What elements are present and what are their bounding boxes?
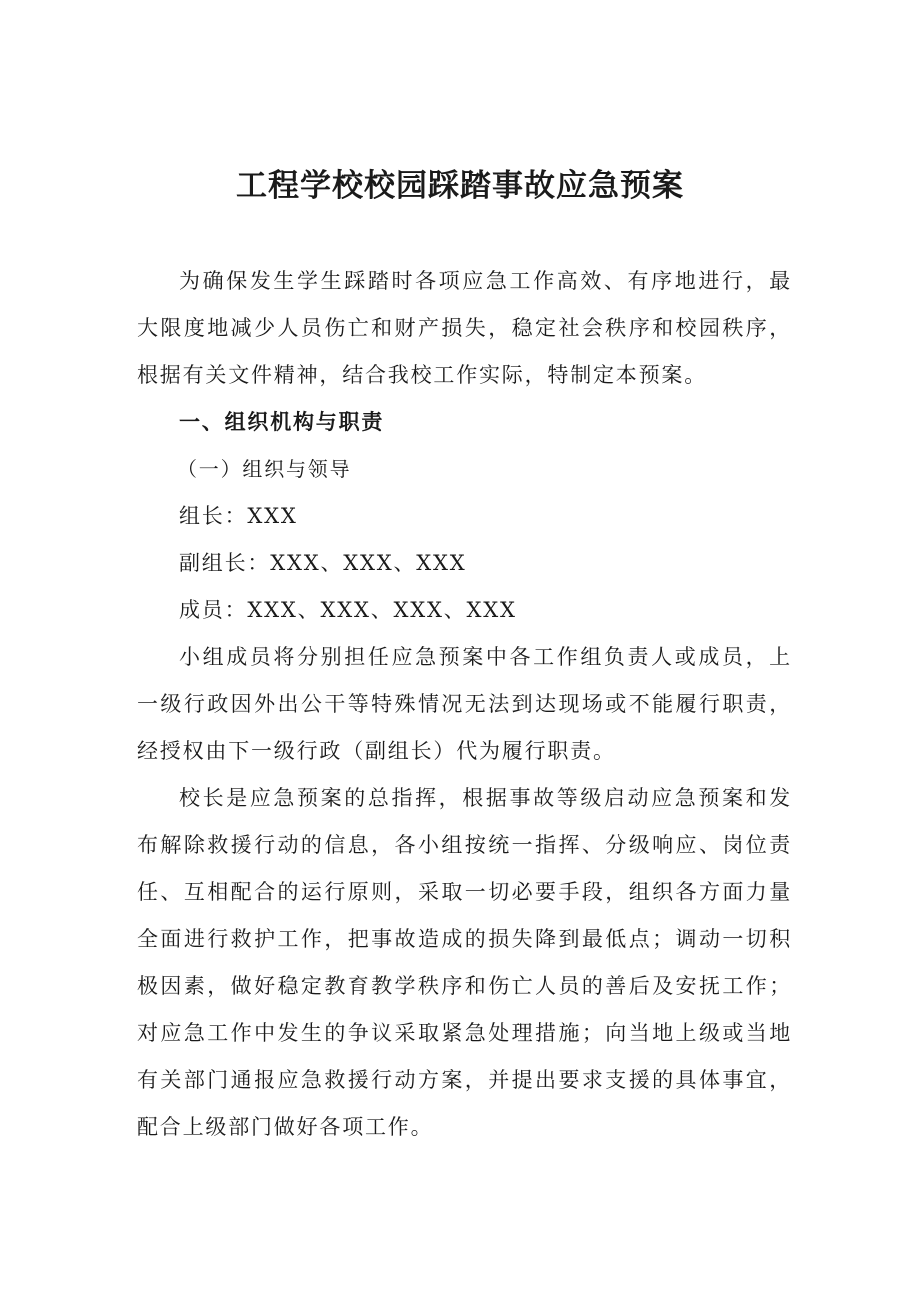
subsection-heading: （一）组织与领导	[177, 457, 352, 481]
members-duty-paragraph: 小组成员将分别担任应急预案中各工作组负责人或成员，上一级行政因外出公干等特殊情况无法到达现场或不能履行职责，经授权由下一级行政（副组长）代为履行职责。	[137, 645, 792, 763]
principal-duty-paragraph: 校长是应急预案的总指挥，根据事故等级启动应急预案和发布解除救援行动的信息，各小组按统一指挥、分级响应、岗位责任、互相配合的运行原则，采取一切必要手段，组织各方面力量全面进行救护工作，把事故造成的损失降到最低点；调动一切积极因素，做好稳定教育教学秩序和伤亡人员的善后及安抚工作；对应急工作中发生的争议采取紧急处理措施；向当地上级或当地有关部门通报应急救援行动方案，并提出要求支援的具体事宜，配合上级部门做好各项工作。	[137, 786, 792, 1139]
intro-paragraph: 为确保发生学生踩踏时各项应急工作高效、有序地进行，最大限度地减少人员伤亡和财产损失，稳定社会秩序和校园秩序，根据有关文件精神，结合我校工作实际，特制定本预案。	[137, 269, 792, 387]
members-line: 成员：XXX、XXX、XXX、XXX	[179, 598, 517, 622]
section-heading: 一、组织机构与职责	[179, 410, 385, 434]
document-body	[137, 258, 792, 1151]
deputy-leaders-line: 副组长：XXX、XXX、XXX	[179, 551, 467, 575]
leader-line: 组长：XXX	[179, 504, 298, 528]
document-title: 工程学校校园踩踏事故应急预案	[236, 168, 684, 204]
